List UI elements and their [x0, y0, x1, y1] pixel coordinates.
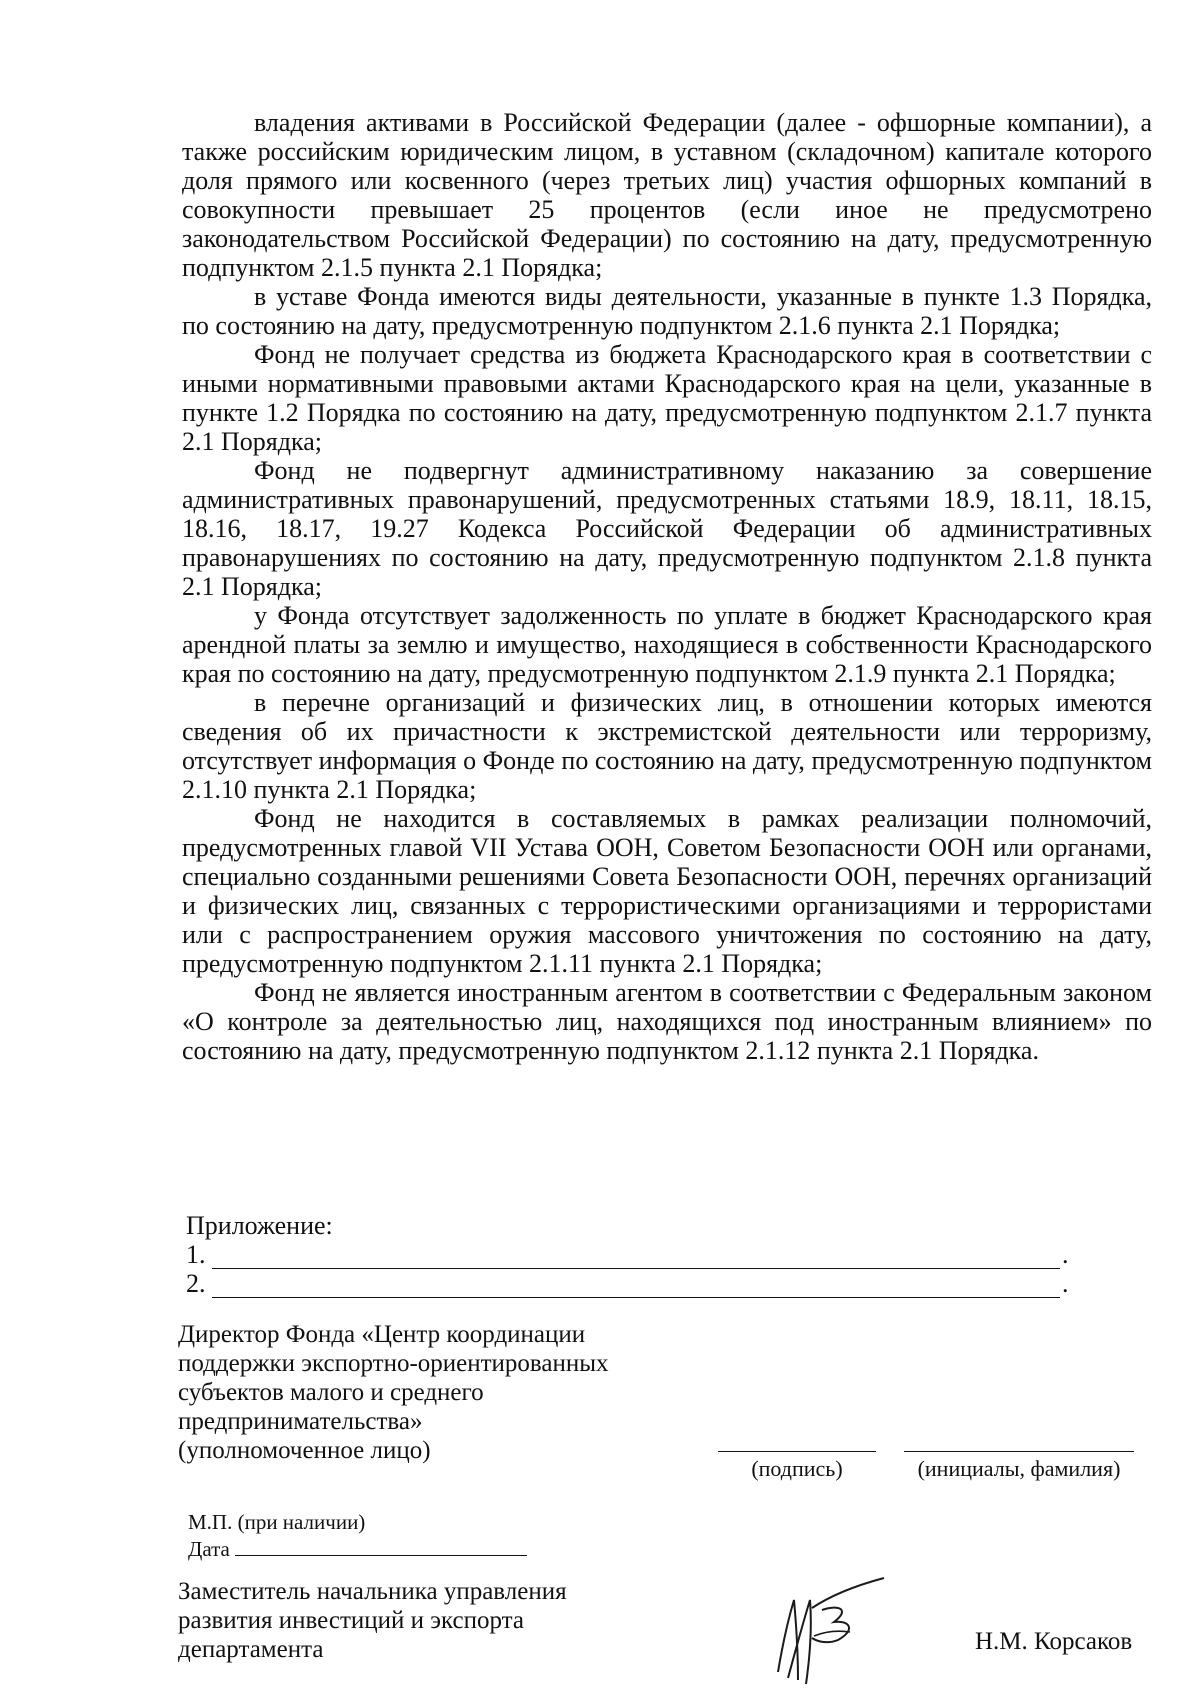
- paragraph-extremism: в перечне организаций и физических лиц, в отношении которых имеются сведения об их причастности к экстремистской деятельности или терроризму, отсутствует информация о Фонде по состоянию на дату, предусмотренную подпунктом 2.1.10 пункта 2.1 Порядка;: [182, 688, 1152, 804]
- appendix-item-1: [186, 1240, 1086, 1269]
- director-line: (уполномоченное лицо): [178, 1437, 431, 1464]
- appendix-item-number: 1.: [186, 1240, 206, 1269]
- appendix-title: Приложение:: [186, 1211, 333, 1240]
- body-text: [182, 108, 1152, 1065]
- director-line: предпринимательства»: [178, 1408, 423, 1435]
- director-line: поддержки экспортно-ориентированных: [178, 1350, 609, 1377]
- paragraph-un-lists: Фонд не находится в составляемых в рамках реализации полномочий, предусмотренных главой VII Устава ООН, Советом Безопасности ООН или органами, специально созданными решениями Совета Безопасности ООН, перечнях организаций и физических лиц, связанных с террористическими организациями и террористами или с распространением оружия массового уничтожения по состоянию на дату, предусмотренную подпунктом 2.1.11 пункта 2.1 Порядка;: [182, 804, 1152, 978]
- date-row: [188, 1536, 527, 1563]
- signature-blank-line: [718, 1451, 876, 1452]
- appendix-item-number: 2.: [186, 1269, 206, 1298]
- paragraph-charter: в уставе Фонда имеются виды деятельности, указанные в пункте 1.3 Порядка, по состоянию на дату, предусмотренную подпунктом 2.1.6 пункта 2.1 Порядка;: [182, 282, 1152, 340]
- paragraph-offshore: владения активами в Российской Федерации (далее - офшорные компании), а также российским юридическим лицом, в уставном (складочном) капитале которого доля прямого или косвенного (через третьих лиц) участия офшорных компаний в совокупности превышает 25 процентов (если иное не предусмотрено законодательством Российской Федерации) по состоянию на дату, предусмотренную подпунктом 2.1.5 пункта 2.1 Порядка;: [182, 108, 1152, 282]
- director-line: Директор Фонда «Центр координации: [178, 1321, 586, 1348]
- appendix-item-dot: .: [1062, 1240, 1069, 1269]
- deputy-name: Н.М. Корсаков: [975, 1628, 1133, 1655]
- paragraph-arrears: у Фонда отсутствует задолженность по уплате в бюджет Краснодарского края арендной платы за землю и имущество, находящиеся в собственности Краснодарского края по состоянию на дату, предусмотренную подпунктом 2.1.9 пункта 2.1 Порядка;: [182, 601, 1152, 688]
- date-label: Дата: [188, 1537, 230, 1561]
- deputy-title-block: [178, 1577, 738, 1664]
- appendix-blank-line: [212, 1275, 1060, 1298]
- deputy-line: развития инвестиций и экспорта: [178, 1607, 524, 1634]
- appendix: [186, 1211, 1086, 1298]
- paragraph-foreign-agent: Фонд не является иностранным агентом в соответствии с Федеральным законом «О контроле за деятельностью лиц, находящихся под иностранным влиянием» по состоянию на дату, предусмотренную подпунктом 2.1.12 пункта 2.1 Порядка.: [182, 978, 1152, 1065]
- stamp-label: М.П. (при наличии): [188, 1510, 366, 1534]
- appendix-blank-line: [212, 1246, 1060, 1269]
- handwritten-signature: [758, 1560, 908, 1690]
- name-field: [904, 1451, 1134, 1482]
- appendix-item-dot: .: [1062, 1269, 1069, 1298]
- signature-field: [718, 1451, 876, 1482]
- director-title-block: [178, 1320, 698, 1465]
- paragraph-administrative: Фонд не подвергнут административному наказанию за совершение административных правонарушений, предусмотренных статьями 18.9, 18.11, 18.15, 18.16, 18.17, 19.27 Кодекса Российской Федерации об административных правонарушениях по состоянию на дату, предусмотренную подпунктом 2.1.8 пункта 2.1 Порядка;: [182, 456, 1152, 601]
- paragraph-budget: Фонд не получает средства из бюджета Краснодарского края в соответствии с иными нормативными правовыми актами Краснодарского края на цели, указанные в пункте 1.2 Порядка по состоянию на дату, предусмотренную подпунктом 2.1.7 пункта 2.1 Порядка;: [182, 340, 1152, 456]
- deputy-line: Заместитель начальника управления: [178, 1578, 567, 1605]
- name-blank-line: [904, 1451, 1134, 1452]
- director-line: субъектов малого и среднего: [178, 1379, 484, 1406]
- name-caption: (инициалы, фамилия): [917, 1456, 1121, 1481]
- appendix-item-2: [186, 1269, 1086, 1298]
- signature-caption: (подпись): [751, 1456, 843, 1481]
- stamp-block: [188, 1509, 527, 1563]
- date-blank-line: [235, 1537, 527, 1556]
- deputy-line: департамента: [178, 1636, 324, 1663]
